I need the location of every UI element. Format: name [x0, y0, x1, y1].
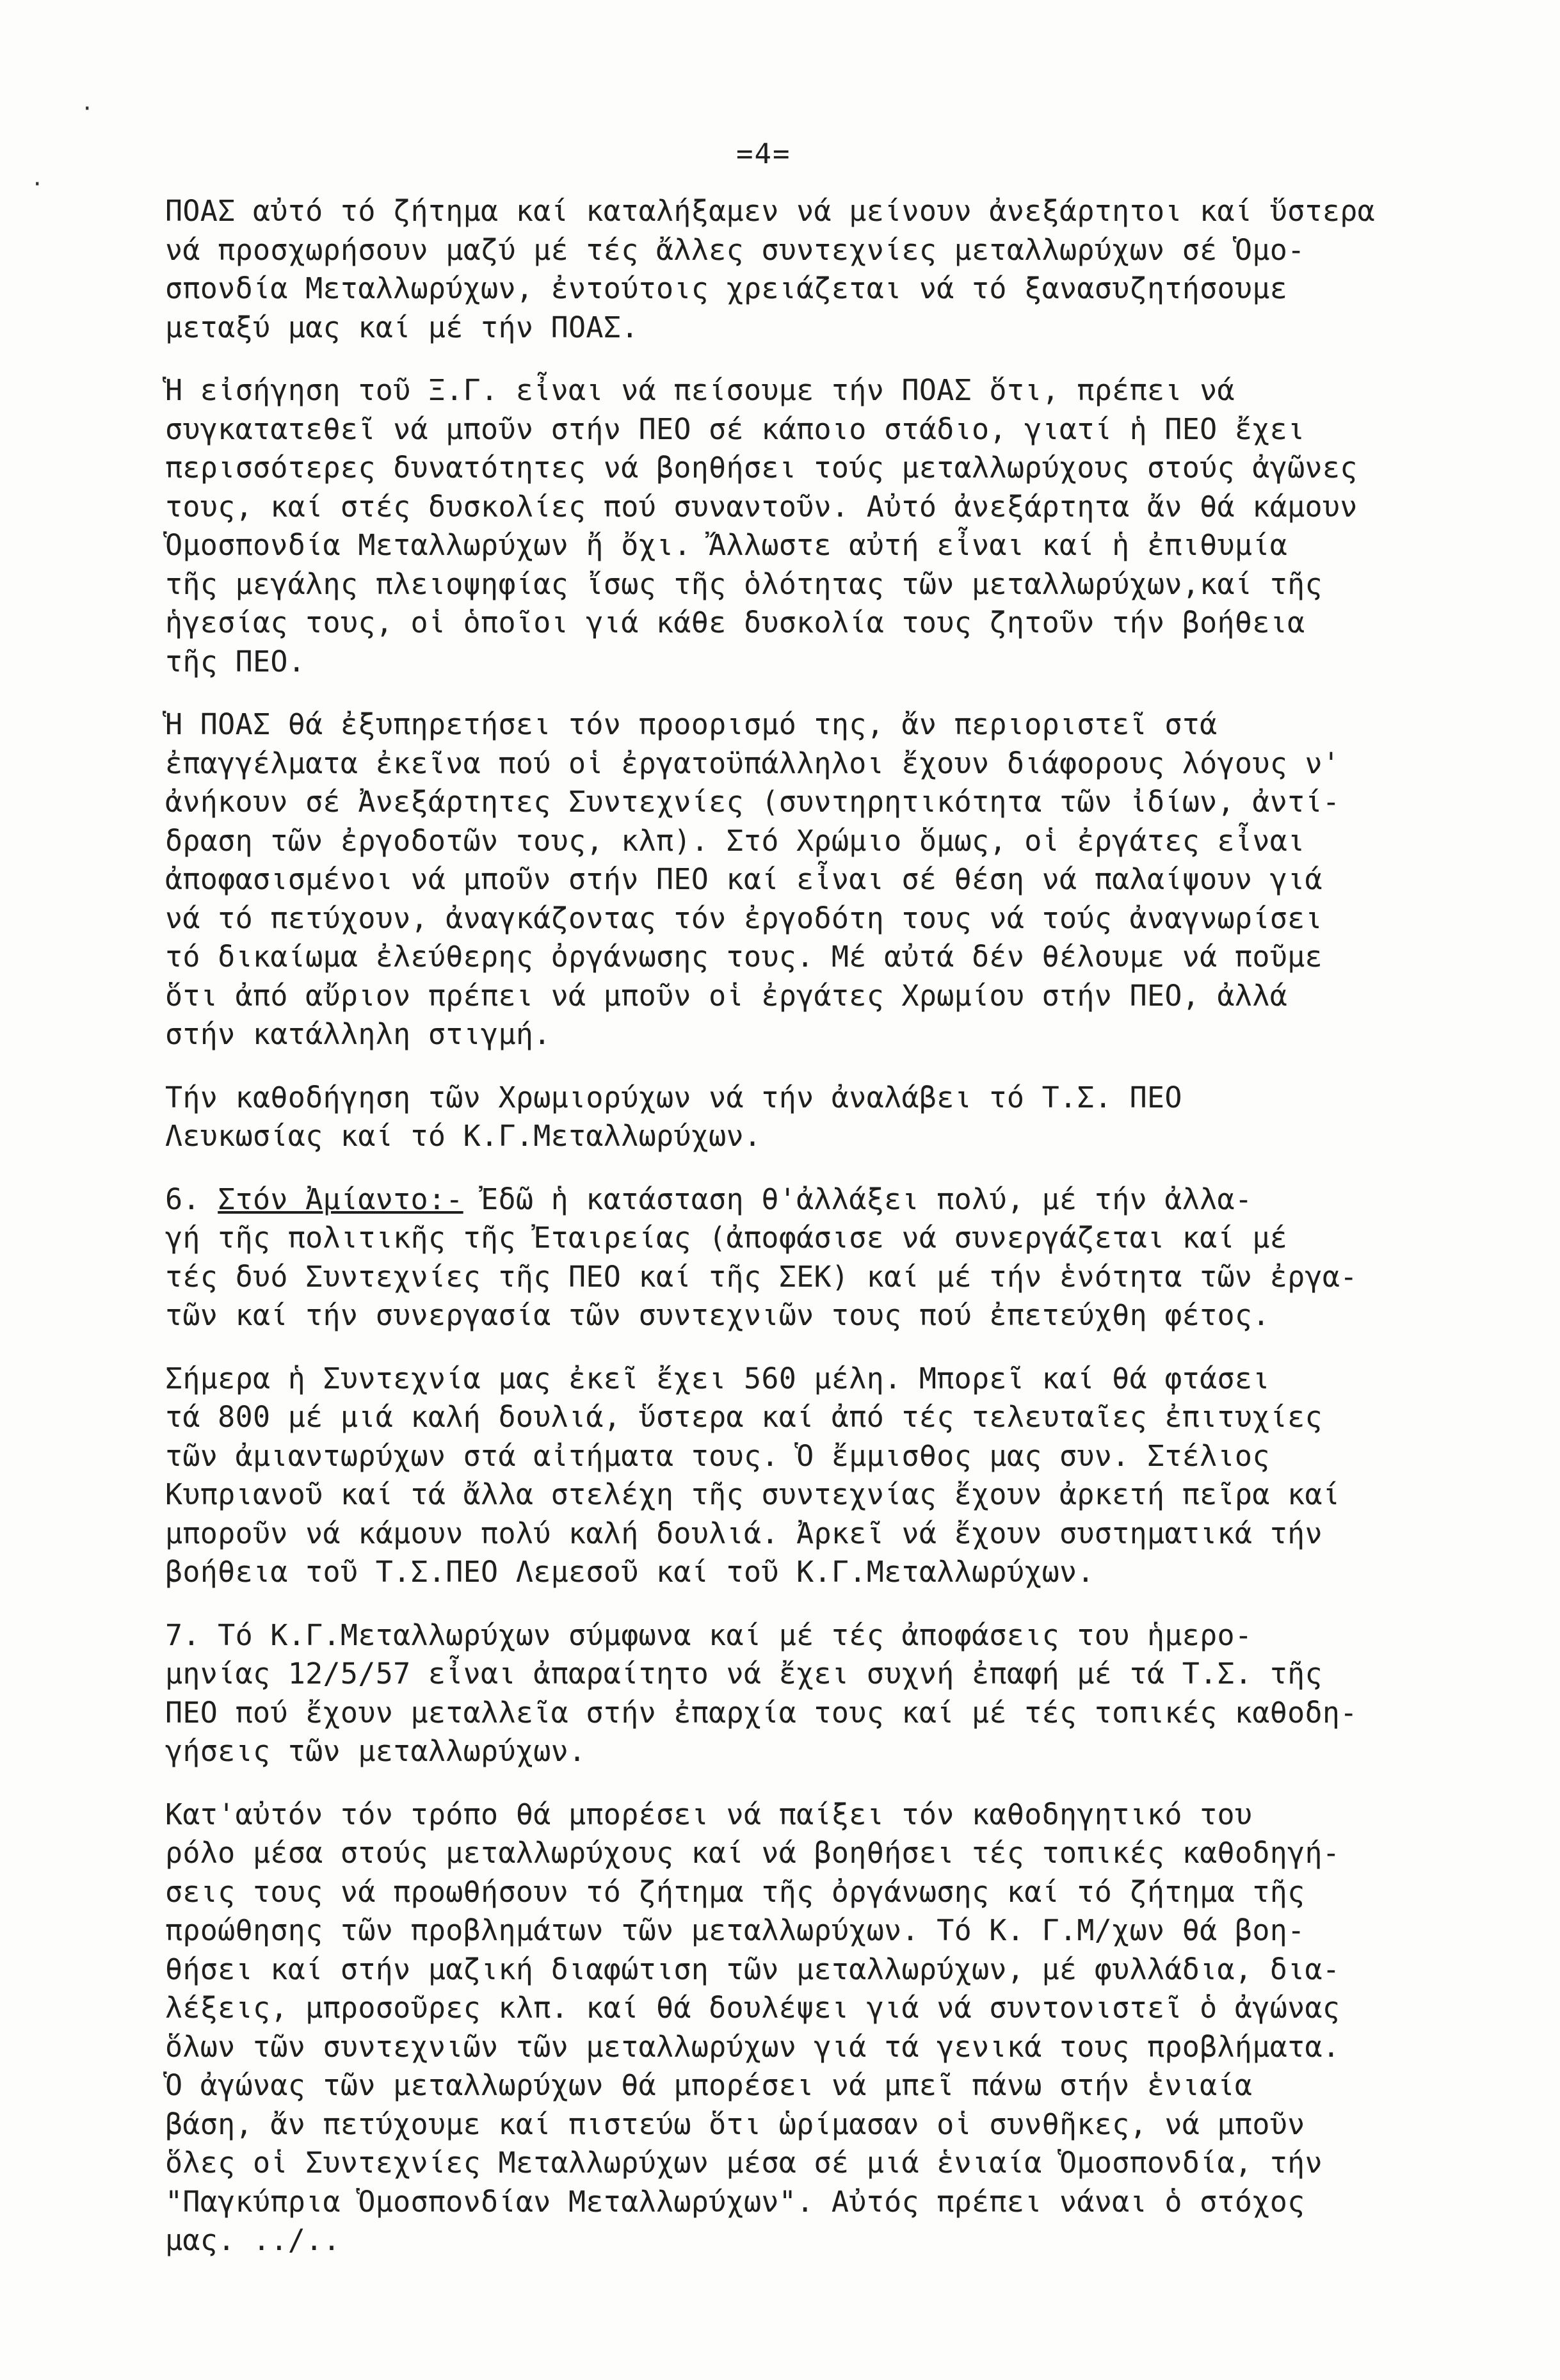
- text-line: συγκατατεθεῖ νά μποῦν στήν ΠΕΟ σέ κάποιο στάδιο, γιατί ἡ ΠΕΟ ἔχει: [165, 412, 1305, 446]
- text-line: ὅτι ἀπό αὔριον πρέπει νά μποῦν οἱ ἐργάτες Χρωμίου στήν ΠΕΟ, ἀλλά: [165, 978, 1288, 1013]
- text-line: Κυπριανοῦ καί τά ἄλλα στελέχη τῆς συντεχνίας ἔχουν ἀρκετή πεῖρα καί: [165, 1477, 1340, 1511]
- text-line: Σήμερα ἡ Συντεχνία μας ἐκεῖ ἔχει 560 μέλη. Μπορεῖ καί θά φτάσει: [165, 1361, 1270, 1395]
- text-line: νά προσχωρήσουν μαζύ μέ τές ἄλλες συντεχνίες μεταλλωρύχων σέ Ὁμο-: [165, 232, 1305, 267]
- section-heading-line: [165, 1180, 1484, 1219]
- text-line: μεταξύ μας καί μέ τήν ΠΟΑΣ.: [165, 310, 639, 344]
- text-line: γήσεις τῶν μεταλλωρύχων.: [165, 1734, 586, 1768]
- paragraph-4: [165, 1079, 1484, 1156]
- text-line: σπονδία Μεταλλωρύχων, ἐντούτοις χρειάζεται νά τό ξανασυζητήσουμε: [165, 271, 1288, 305]
- text-line: ὅλων τῶν συντεχνιῶν τῶν μεταλλωρύχων γιά τά γενικά τους προβλήματα.: [165, 2029, 1340, 2064]
- stray-mark: ·: [31, 172, 44, 197]
- text-line: μποροῦν νά κάμουν πολύ καλή δουλιά. Ἀρκεῖ νά ἔχουν συστηματικά τήν: [165, 1516, 1323, 1550]
- text-line: στήν κατάλληλη στιγμή.: [165, 1017, 551, 1051]
- section-heading-rest: Ἐδῶ ἡ κατάσταση θ'ἀλλάξει πολύ, μέ τήν ἀλλα-: [463, 1182, 1253, 1216]
- text-line: 7. Τό Κ.Γ.Μεταλλωρύχων σύμφωνα καί μέ τές ἀποφάσεις του ἡμερο-: [165, 1618, 1253, 1652]
- page-number: =4=: [736, 138, 791, 170]
- text-line: τῶν ἀμιαντωρύχων στά αἰτήματα τους. Ὁ ἔμμισθος μας συν. Στέλιος: [165, 1438, 1270, 1473]
- paragraph-8: [165, 1796, 1484, 2260]
- text-line: ἡγεσίας τους, οἱ ὁποῖοι γιά κάθε δυσκολία τους ζητοῦν τήν βοήθεια: [165, 606, 1305, 639]
- text-line: ΠΕΟ πού ἔχουν μεταλλεῖα στήν ἐπαρχία τους καί μέ τές τοπικές καθοδη-: [165, 1695, 1358, 1730]
- text-line: δραση τῶν ἐργοδοτῶν τους, κλπ). Στό Χρώμιο ὅμως, οἱ ἐργάτες εἶναι: [165, 823, 1305, 858]
- text-line: ὅλες οἱ Συντεχνίες Μεταλλωρύχων μέσα σέ μιά ἑνιαία Ὁμοσπονδία, τήν: [165, 2146, 1323, 2180]
- text-line: περισσότερες δυνατότητες νά βοηθήσει τούς μεταλλωρύχους στούς ἀγῶνες: [165, 451, 1358, 485]
- text-line: ἀποφασισμένοι νά μποῦν στήν ΠΕΟ καί εἶναι σέ θέση νά παλαίψουν γιά: [165, 862, 1323, 896]
- text-line: βάση, ἄν πετύχουμε καί πιστεύω ὅτι ὡρίμασαν οἱ συνθῆκες, νά μποῦν: [165, 2107, 1305, 2141]
- stray-mark: ·: [81, 96, 94, 122]
- text-line: "Παγκύπρια Ὁμοσπονδίαν Μεταλλωρύχων". Αὐτός πρέπει νάναι ὁ στόχος: [165, 2184, 1305, 2219]
- paragraph-3: [165, 705, 1484, 1054]
- paragraph-5-amiantos: [165, 1180, 1484, 1335]
- text-line: θήσει καί στήν μαζική διαφώτιση τῶν μεταλλωρύχων, μέ φυλλάδια, δια-: [165, 1952, 1340, 1986]
- text-line: νά τό πετύχουν, ἀναγκάζοντας τόν ἐργοδότη τους νά τούς ἀναγνωρίσει: [165, 901, 1323, 935]
- text-line: Ὁ ἀγώνας τῶν μεταλλωρύχων θά μπορέσει νά μπεῖ πάνω στήν ἑνιαία: [165, 2068, 1253, 2102]
- section-number: 6.: [165, 1182, 218, 1216]
- text-line: μηνίας 12/5/57 εἶναι ἀπαραίτητο νά ἔχει συχνή ἐπαφή μέ τά Τ.Σ. τῆς: [165, 1657, 1323, 1691]
- text-line: ΠΟΑΣ αὐτό τό ζήτημα καί καταλήξαμεν νά μείνουν ἀνεξάρτητοι καί ὕστερα: [165, 194, 1376, 228]
- section-heading: Στόν Ἀμίαντο:-: [218, 1182, 463, 1216]
- paragraph-1: [165, 192, 1484, 347]
- text-line: γή τῆς πολιτικῆς τῆς Ἐταιρείας (ἀποφάσισε νά συνεργάζεται καί μέ: [165, 1221, 1288, 1255]
- text-line: Τήν καθοδήγηση τῶν Χρωμιορύχων νά τήν ἀναλάβει τό Τ.Σ. ΠΕΟ: [165, 1080, 1182, 1114]
- text-line: Κατ'αὐτόν τόν τρόπο θά μπορέσει νά παίξει τόν καθοδηγητικό του: [165, 1797, 1253, 1831]
- text-line: Ἡ εἰσήγηση τοῦ Ξ.Γ. εἶναι νά πείσουμε τήν ΠΟΑΣ ὅτι, πρέπει νά: [165, 373, 1235, 407]
- paragraph-7: [165, 1616, 1484, 1771]
- text-line: Λευκωσίας καί τό Κ.Γ.Μεταλλωρύχων.: [165, 1119, 762, 1153]
- text-line: Ἡ ΠΟΑΣ θά ἐξυπηρετήσει τόν προορισμό της, ἄν περιοριστεῖ στά: [165, 707, 1218, 741]
- text-line: προώθησης τῶν προβλημάτων τῶν μεταλλωρύχων. Τό Κ. Γ.Μ/χων θά βοη-: [165, 1913, 1305, 1947]
- text-line-continuation: μας. ../..: [165, 2223, 341, 2257]
- document-body: [165, 192, 1484, 2260]
- text-line: ἐπαγγέλματα ἐκεῖνα πού οἱ ἐργατοϋπάλληλοι ἔχουν διάφορους λόγους ν': [165, 746, 1340, 780]
- text-line: τά 800 μέ μιά καλή δουλιά, ὕστερα καί ἀπό τές τελευταῖες ἐπιτυχίες: [165, 1400, 1323, 1434]
- text-line: τους, καί στές δυσκολίες πού συναντοῦν. Αὐτό ἀνεξάρτητα ἄν θά κάμουν: [165, 489, 1358, 524]
- text-line: τῆς ΠΕΟ.: [165, 644, 306, 679]
- text-line: σεις τους νά προωθήσουν τό ζήτημα τῆς ὀργάνωσης καί τό ζήτημα τῆς: [165, 1874, 1305, 1909]
- text-line: Ὁμοσπονδία Μεταλλωρύχων ἤ ὄχι. Ἄλλωστε αὐτή εἶναι καί ἡ ἐπιθυμία: [165, 528, 1288, 562]
- text-line: τῆς μεγάλης πλειοψηφίας ἴσως τῆς ὁλότητας τῶν μεταλλωρύχων,καί τῆς: [165, 567, 1323, 601]
- text-line: τό δικαίωμα ἐλεύθερης ὀργάνωσης τους. Μέ αὐτά δέν θέλουμε νά ποῦμε: [165, 940, 1323, 974]
- paragraph-2: [165, 371, 1484, 681]
- text-line: ρόλο μέσα στούς μεταλλωρύχους καί νά βοηθήσει τές τοπικές καθοδηγή-: [165, 1836, 1340, 1870]
- text-line: τές δυό Συντεχνίες τῆς ΠΕΟ καί τῆς ΣΕΚ) καί μέ τήν ἑνότητα τῶν ἐργα-: [165, 1259, 1358, 1294]
- text-line: βοήθεια τοῦ Τ.Σ.ΠΕΟ Λεμεσοῦ καί τοῦ Κ.Γ.Μεταλλωρύχων.: [165, 1555, 1095, 1589]
- text-line: τῶν καί τήν συνεργασία τῶν συντεχνιῶν τους πού ἐπετεύχθη φέτος.: [165, 1298, 1270, 1332]
- text-line: ἀνήκουν σέ Ἀνεξάρτητες Συντεχνίες (συντηρητικότητα τῶν ἰδίων, ἀντί-: [165, 785, 1340, 819]
- text-line: λέξεις, μπροσοῦρες κλπ. καί θά δουλέψει γιά νά συντονιστεῖ ὁ ἀγώνας: [165, 1991, 1340, 2025]
- paragraph-6: [165, 1360, 1484, 1592]
